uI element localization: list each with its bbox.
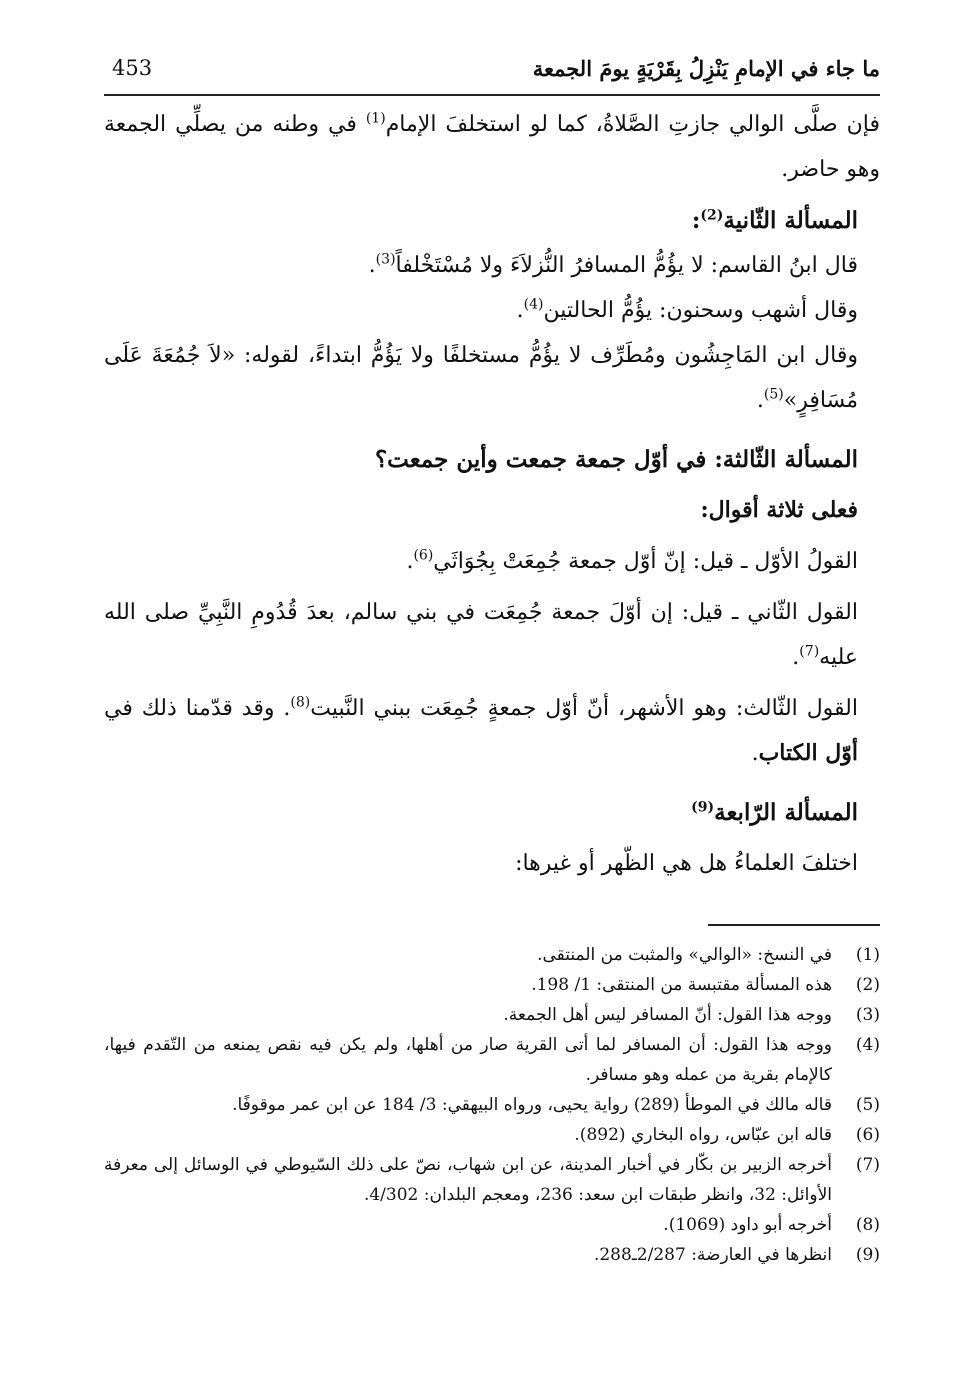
footnote [104, 970, 880, 1000]
footnote-ref: (9) [691, 799, 715, 816]
footnote-number: (8) [855, 1215, 880, 1235]
footnote-ref: (7) [799, 643, 820, 660]
footnote-number: (9) [855, 1245, 880, 1265]
header-title: ما جاء في الإمامِ يَنْزِلُ بِقَرْيَةٍ يومَ الجمعة [532, 56, 880, 81]
footnote-text: قاله مالك في الموطأ (289) رواية يحيى، ورواه البيهقي: 3/ 184 عن ابن عمر موقوفًا. [232, 1095, 832, 1115]
footnote-text: أخرجه أبو داود (1069). [663, 1215, 832, 1235]
footnote-ref: (3) [375, 251, 396, 268]
footnote-text: هذه المسألة مقتبسة من المنتقى: 1/ 198. [531, 975, 832, 995]
footnote-text: قاله ابن عبّاس، رواه البخاري (892). [574, 1125, 832, 1145]
page-number: 453 [112, 56, 153, 80]
footnote-number: (2) [855, 975, 880, 995]
footnote [104, 1210, 880, 1240]
footnote-ref: (2) [700, 207, 724, 224]
footnote [104, 1000, 880, 1030]
paragraph: فإن صلَّى الوالي جازتِ الصَّلاةُ، كما لو استخلفَ الإمام$^{(1)}$ في وطنه من يصلِّي الجمعة وهو حاضر. [104, 110, 880, 182]
paragraph: القول الثّاني ـ قيل: إن أوّلَ جمعة جُمِعَت في بني سالم، بعدَ قُدُومِ النَّبِيِّ صلى الله عليه$^{(7)}$. [104, 600, 858, 670]
section-heading: المسألة الرّابعة$^{(9)}$ [691, 799, 858, 826]
footnote [104, 1030, 880, 1090]
footnote [104, 1150, 880, 1210]
paragraph: وقال أشهب وسحنون: يؤُمُّ الحالتين$^{(4)}$. [516, 296, 858, 323]
section-heading: المسألة الثّانية$^{(2)}$: [691, 207, 858, 234]
paragraph: قال ابنُ القاسم: لا يؤُمُّ المسافرُ النُّزلاَءَ ولا مُسْتَخْلفاً$^{(3)}$. [368, 251, 858, 278]
paragraph: القول الثّالث: وهو الأشهر، أنّ أوّل جمعةٍ جُمِعَت ببني النَّبيت$^{(8)}$. وقد قدّمنا ذلك في أوّل الكتاب. [104, 694, 858, 766]
paragraph: اختلفَ العلماءُ هل هي الظّهر أو غيرها: [515, 851, 858, 876]
header-divider [104, 94, 880, 96]
footnote-number: (6) [855, 1125, 880, 1145]
footnote-text: انظرها في العارضة: 2/287ـ288. [593, 1245, 832, 1265]
footnote-number: (4) [855, 1035, 880, 1055]
footnote-number: (7) [855, 1155, 880, 1175]
main-text [104, 102, 880, 886]
footnote-number: (5) [855, 1095, 880, 1115]
footnote-text: ووجه هذا القول: أنّ المسافر ليس أهل الجمعة. [503, 1005, 832, 1025]
running-header [104, 56, 880, 90]
paragraph: وقال ابن المَاجِشُون ومُطَرِّف لا يؤُمُّ مستخلفًا ولا يَؤُمُّ ابتداءً، لقوله: «لاَ جُمُعَةَ عَلَى مُسَافِرٍ»$^{(5)}$. [104, 343, 858, 413]
footnote-ref: (5) [763, 386, 784, 403]
book-page [104, 0, 880, 1374]
footnote-ref: (8) [290, 694, 311, 711]
footnote-ref: (6) [413, 547, 434, 564]
footnote-number: (3) [855, 1005, 880, 1025]
section-heading: المسألة الثّالثة: في أوّل جمعة جمعت وأين جمعت؟ [374, 446, 858, 473]
footnote [104, 1120, 880, 1150]
paragraph: القولُ الأوّل ـ قيل: إنّ أوّل جمعة جُمِعَتْ بِجُوَاثَي$^{(6)}$. [406, 547, 858, 574]
footnote-ref: (1) [365, 110, 386, 127]
footnote-ref: (4) [523, 296, 544, 313]
footnotes [104, 940, 880, 1270]
footnote-text: ووجه هذا القول: أن المسافر لما أتى القرية صار من أهلها، ولم يكن فيه نقص يمنعه من التّقدم فيها، كالإمام بقرية من عمله وهو مسافر. [104, 1035, 832, 1085]
footnote [104, 1090, 880, 1120]
footnote-text: في النسخ: «الوالي» والمثبت من المنتقى. [537, 945, 832, 965]
footnote-number: (1) [855, 945, 880, 965]
footnote [104, 940, 880, 970]
paragraph: فعلى ثلاثة أقوال: [700, 497, 858, 523]
footnote [104, 1240, 880, 1270]
footnote-divider [708, 924, 880, 926]
footnote-text: أخرجه الزبير بن بكّار في أخبار المدينة، عن ابن شهاب، نصّ على ذلك السّيوطي في الوسائل إلى معرفة الأوائل: 32، وانظر طبقات ابن سعد: 236، ومعجم البلدان: 4/302. [104, 1155, 832, 1205]
emphasis: أوّل الكتاب [758, 740, 858, 766]
